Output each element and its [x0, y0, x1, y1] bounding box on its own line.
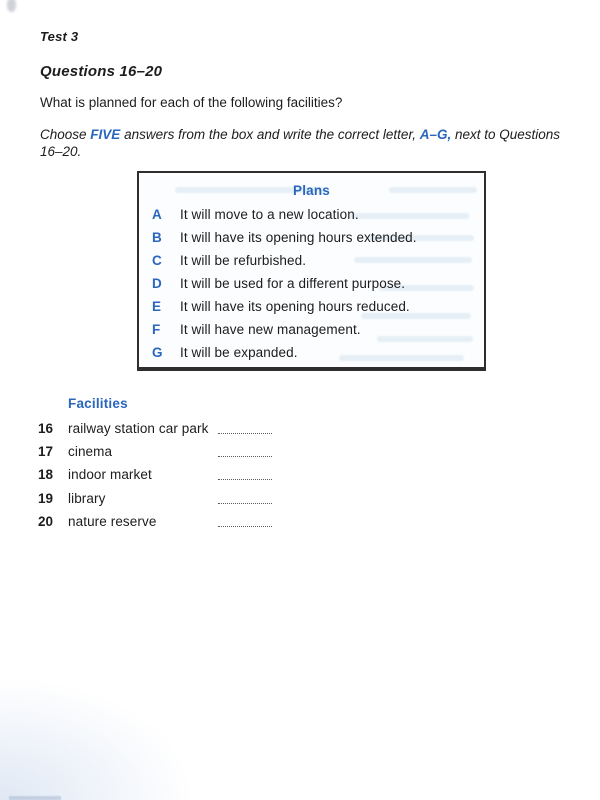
- facilities-heading: Facilities: [68, 396, 128, 411]
- option-text: It will have its opening hours reduced.: [180, 299, 410, 314]
- facility-name: indoor market: [68, 467, 152, 483]
- instruction-text-mid: answers from the box and write the correct letter,: [120, 127, 420, 142]
- questions-range-heading: Questions 16–20: [40, 63, 163, 80]
- facility-row: [0, 421, 600, 444]
- plan-option-row: [139, 230, 484, 253]
- task-instruction: [40, 126, 585, 160]
- option-letter: G: [152, 345, 163, 360]
- instruction-range-highlight: A–G,: [419, 127, 452, 142]
- plan-option-row: [139, 276, 484, 299]
- option-text: It will have new management.: [180, 322, 361, 337]
- scan-mark-bottom-left: [9, 796, 61, 800]
- plans-options-list: [139, 207, 484, 368]
- plan-option-row: [139, 207, 484, 230]
- option-text: It will have its opening hours extended.: [180, 230, 417, 245]
- plan-option-row: [139, 322, 484, 345]
- option-letter: B: [152, 230, 162, 245]
- facilities-section: [0, 396, 600, 529]
- facility-row: [0, 514, 600, 537]
- instruction-text-pre: Choose: [40, 127, 91, 142]
- answer-blank[interactable]: [218, 454, 272, 457]
- instruction-five-highlight: FIVE: [90, 127, 121, 142]
- option-text: It will be expanded.: [180, 345, 298, 360]
- option-text: It will move to a new location.: [180, 207, 359, 222]
- option-text: It will be used for a different purpose.: [180, 276, 406, 291]
- option-letter: C: [152, 253, 162, 268]
- plan-option-row: [139, 253, 484, 276]
- test-title: Test 3: [40, 29, 79, 44]
- question-number: 16: [38, 421, 54, 436]
- instruction-text-post: next to Questions: [451, 127, 561, 142]
- question-number: 18: [38, 467, 54, 483]
- scan-smudge-top-left: [7, 0, 16, 12]
- question-number: 20: [38, 513, 54, 529]
- plan-option-row: [139, 299, 484, 322]
- facility-row: [0, 491, 600, 514]
- facility-name: nature reserve: [68, 513, 157, 529]
- answer-blank[interactable]: [218, 501, 272, 504]
- task-prompt: What is planned for each of the following facilities?: [40, 95, 343, 110]
- option-letter: D: [152, 276, 162, 291]
- option-letter: E: [152, 299, 162, 314]
- question-number: 17: [38, 444, 54, 460]
- option-letter: A: [152, 207, 162, 222]
- answer-blank[interactable]: [218, 431, 272, 434]
- answer-blank[interactable]: [218, 477, 272, 480]
- plans-options-box: [137, 171, 486, 371]
- option-letter: F: [152, 322, 161, 337]
- facility-name: library: [68, 490, 106, 506]
- facilities-list: [0, 421, 600, 537]
- facility-name: cinema: [68, 444, 113, 460]
- facility-row: [0, 444, 600, 467]
- facility-name: railway station car park: [68, 421, 209, 436]
- instruction-text-line2: 16–20.: [40, 144, 82, 159]
- scan-shade-bottom-left: [0, 680, 190, 800]
- question-number: 19: [38, 490, 54, 506]
- facility-row: [0, 467, 600, 490]
- option-text: It will be refurbished.: [180, 253, 307, 268]
- plan-option-row: [139, 345, 484, 368]
- answer-blank[interactable]: [218, 524, 272, 527]
- plans-box-title: Plans: [292, 183, 331, 198]
